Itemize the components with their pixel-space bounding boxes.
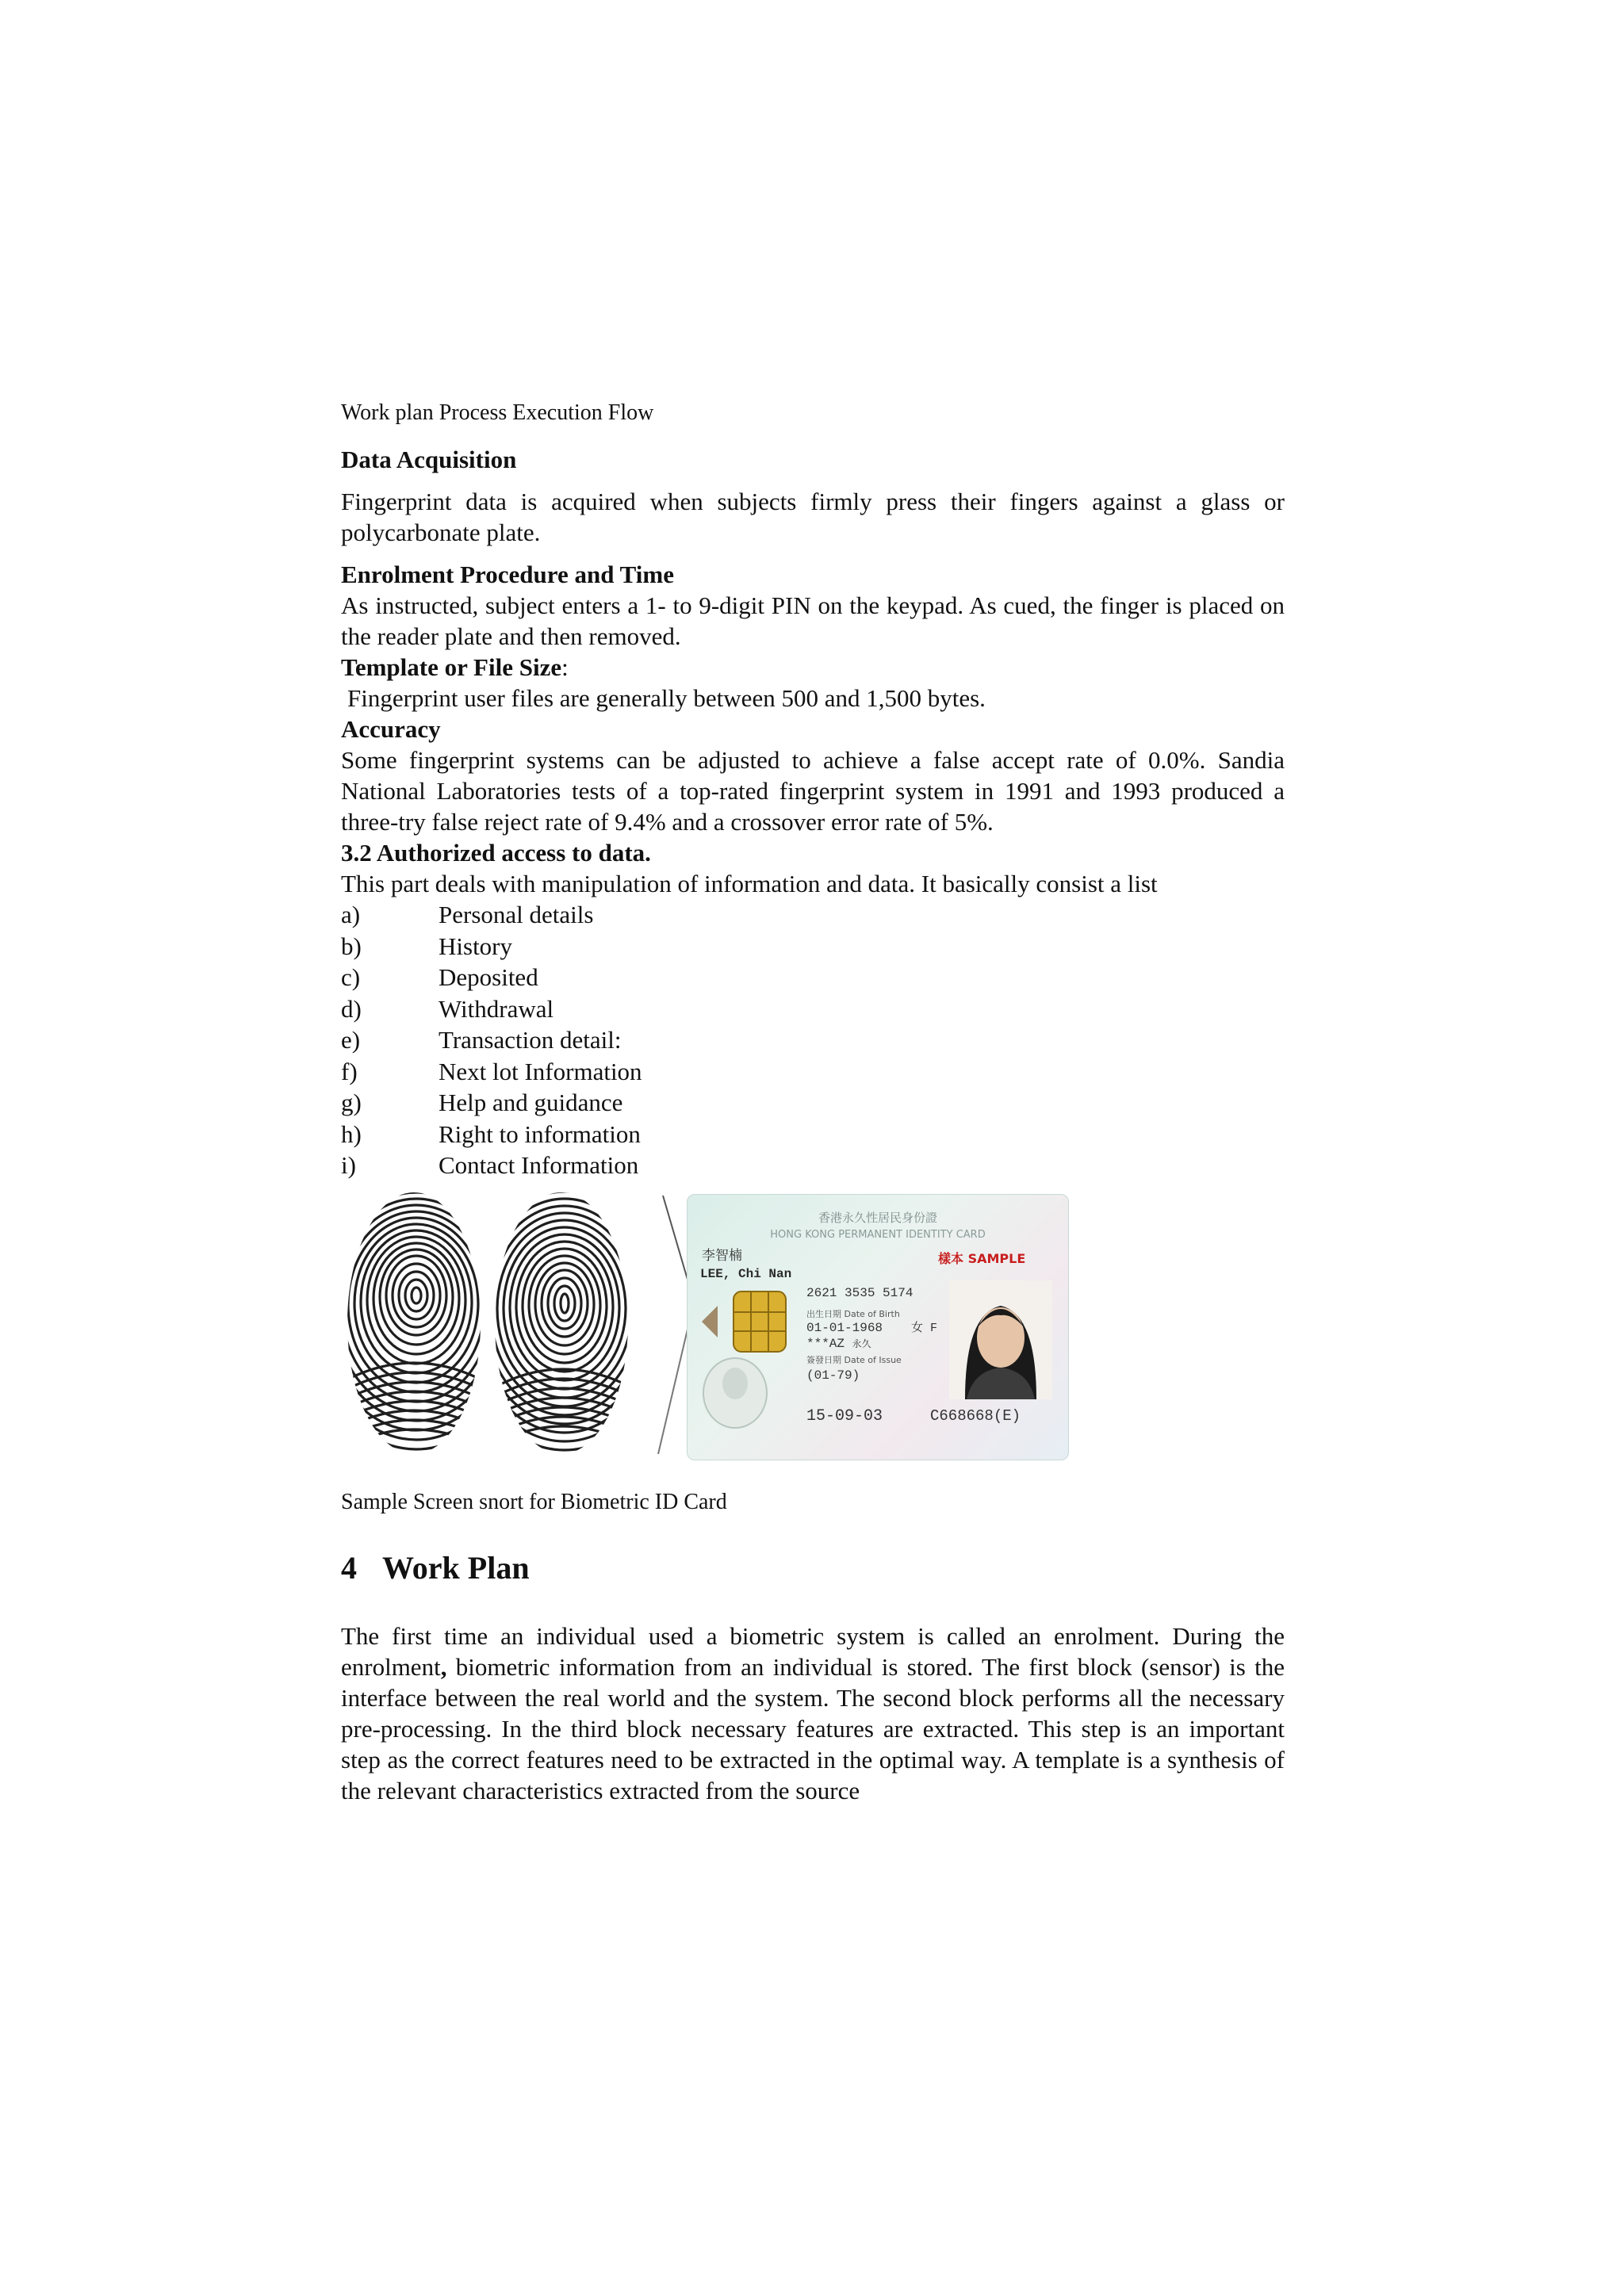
card-sample-mark: 樣本 SAMPLE [938,1250,1026,1266]
template-size-line [341,652,1285,683]
data-list [341,899,1285,1181]
accuracy-heading: Accuracy [341,715,441,743]
section-number: 4 [341,1549,357,1586]
card-expiry: 15-09-03 [806,1406,883,1425]
card-issue: (01-79) [806,1368,860,1383]
work-plan-bold-comma: , [440,1652,447,1681]
enrolment-text: As instructed, subject enters a 1- to 9-digit PIN on the keypad. As cued, the finger is placed on the reader plate and then removed. [341,591,1285,650]
list-label: Contact Information [439,1151,639,1179]
biometric-id-card [687,1194,1069,1460]
section-title-text: Work Plan [382,1549,530,1586]
work-plan-text [341,1621,1285,1806]
list-label: Help and guidance [439,1089,623,1116]
template-size-colon: : [561,653,569,681]
fingerprints-image [341,1184,690,1459]
list-label: Next lot Information [439,1057,642,1085]
list-item [341,1150,1285,1181]
fingerprint-right [459,1184,670,1450]
list-item [341,962,1285,993]
work-plan-text-part2: biometric information from an individual is stored. The first block (sensor) is the interface between the real world and the system. The second block performs all the necessary pre-processing. In the third block necessary features are extracted. This step is an important step as the correct features need to be extracted in the optimal way. A template is a synthesis of the relevant characteristics extracted from the source [341,1652,1285,1804]
top-caption: Work plan Process Execution Flow [341,400,654,425]
arrow-icon [702,1306,718,1337]
chip-icon [733,1292,786,1352]
card-birth-date: 01-01-1968 [806,1320,883,1335]
list-label: Personal details [439,901,594,928]
list-marker: h) [341,1119,362,1148]
work-plan-text-part1: The first time an individual used a biometric system is called an enrolment. During the enrolment [341,1621,1285,1681]
card-title-en: HONG KONG PERMANENT IDENTITY CARD [770,1228,986,1241]
section-title [341,1546,1285,1590]
card-birth-label: 出生日期 Date of Birth [806,1308,900,1319]
cardholder-photo [949,1280,1052,1399]
list-marker: a) [341,901,361,928]
list-label: History [439,932,512,960]
authorized-access-heading: 3.2 Authorized access to data. [341,839,651,867]
list-label: Deposited [439,963,538,991]
template-size-text: Fingerprint user files are generally between 500 and 1,500 bytes. [347,684,986,712]
data-acquisition-text: Fingerprint data is acquired when subjects firmly press their fingers against a glass or polycarbonate plate. [341,488,1285,546]
card-code: ***AZ 永久 [806,1336,871,1351]
figure-caption: Sample Screen snort for Biometric ID Card [341,1489,727,1514]
list-label: Withdrawal [439,994,554,1023]
card-number: 2621 3535 5174 [806,1285,914,1300]
template-size-heading: Template or File Size [341,653,562,681]
list-marker: f) [341,1057,358,1085]
data-acquisition-heading: Data Acquisition [341,446,517,473]
list-marker: c) [341,963,361,991]
list-marker: i) [341,1151,356,1179]
list-label: Transaction detail: [439,1026,622,1054]
enrolment-heading: Enrolment Procedure and Time [341,561,674,588]
document-page [341,396,1285,1806]
list-item [341,1119,1285,1150]
fingerprint-left [341,1184,529,1459]
list-item [341,1056,1285,1088]
list-item [341,993,1285,1025]
list-item [341,1024,1285,1056]
list-item [341,899,1285,931]
pointer-line [658,1319,690,1454]
accuracy-text: Some fingerprint systems can be adjusted to achieve a false accept rate of 0.0%. Sandia National Laboratories tests of a top-rated fingerprint system in 1991 and 1993 produced a three-try false reject rate of 9.4% and a crossover error rate of 5%. [341,746,1285,836]
list-label: Right to information [439,1119,641,1148]
card-chinese-name: 李智楠 [702,1247,742,1264]
list-marker: b) [341,932,362,960]
card-title-cn: 香港永久性居民身份證 [818,1210,938,1225]
card-sex: 女 F [911,1321,938,1335]
pointer-line [663,1196,690,1288]
list-marker: g) [341,1089,362,1116]
biometric-figure [341,1184,1285,1459]
card-id-number: C668668(E) [930,1406,1021,1425]
list-marker: e) [341,1026,361,1054]
authorized-access-text: This part deals with manipulation of information and data. It basically consist a list [341,870,1158,897]
list-item [341,931,1285,962]
list-item [341,1087,1285,1119]
card-issue-label: 簽發日期 Date of Issue [806,1354,902,1365]
list-marker: d) [341,994,362,1023]
card-name: LEE, Chi Nan [700,1266,792,1281]
